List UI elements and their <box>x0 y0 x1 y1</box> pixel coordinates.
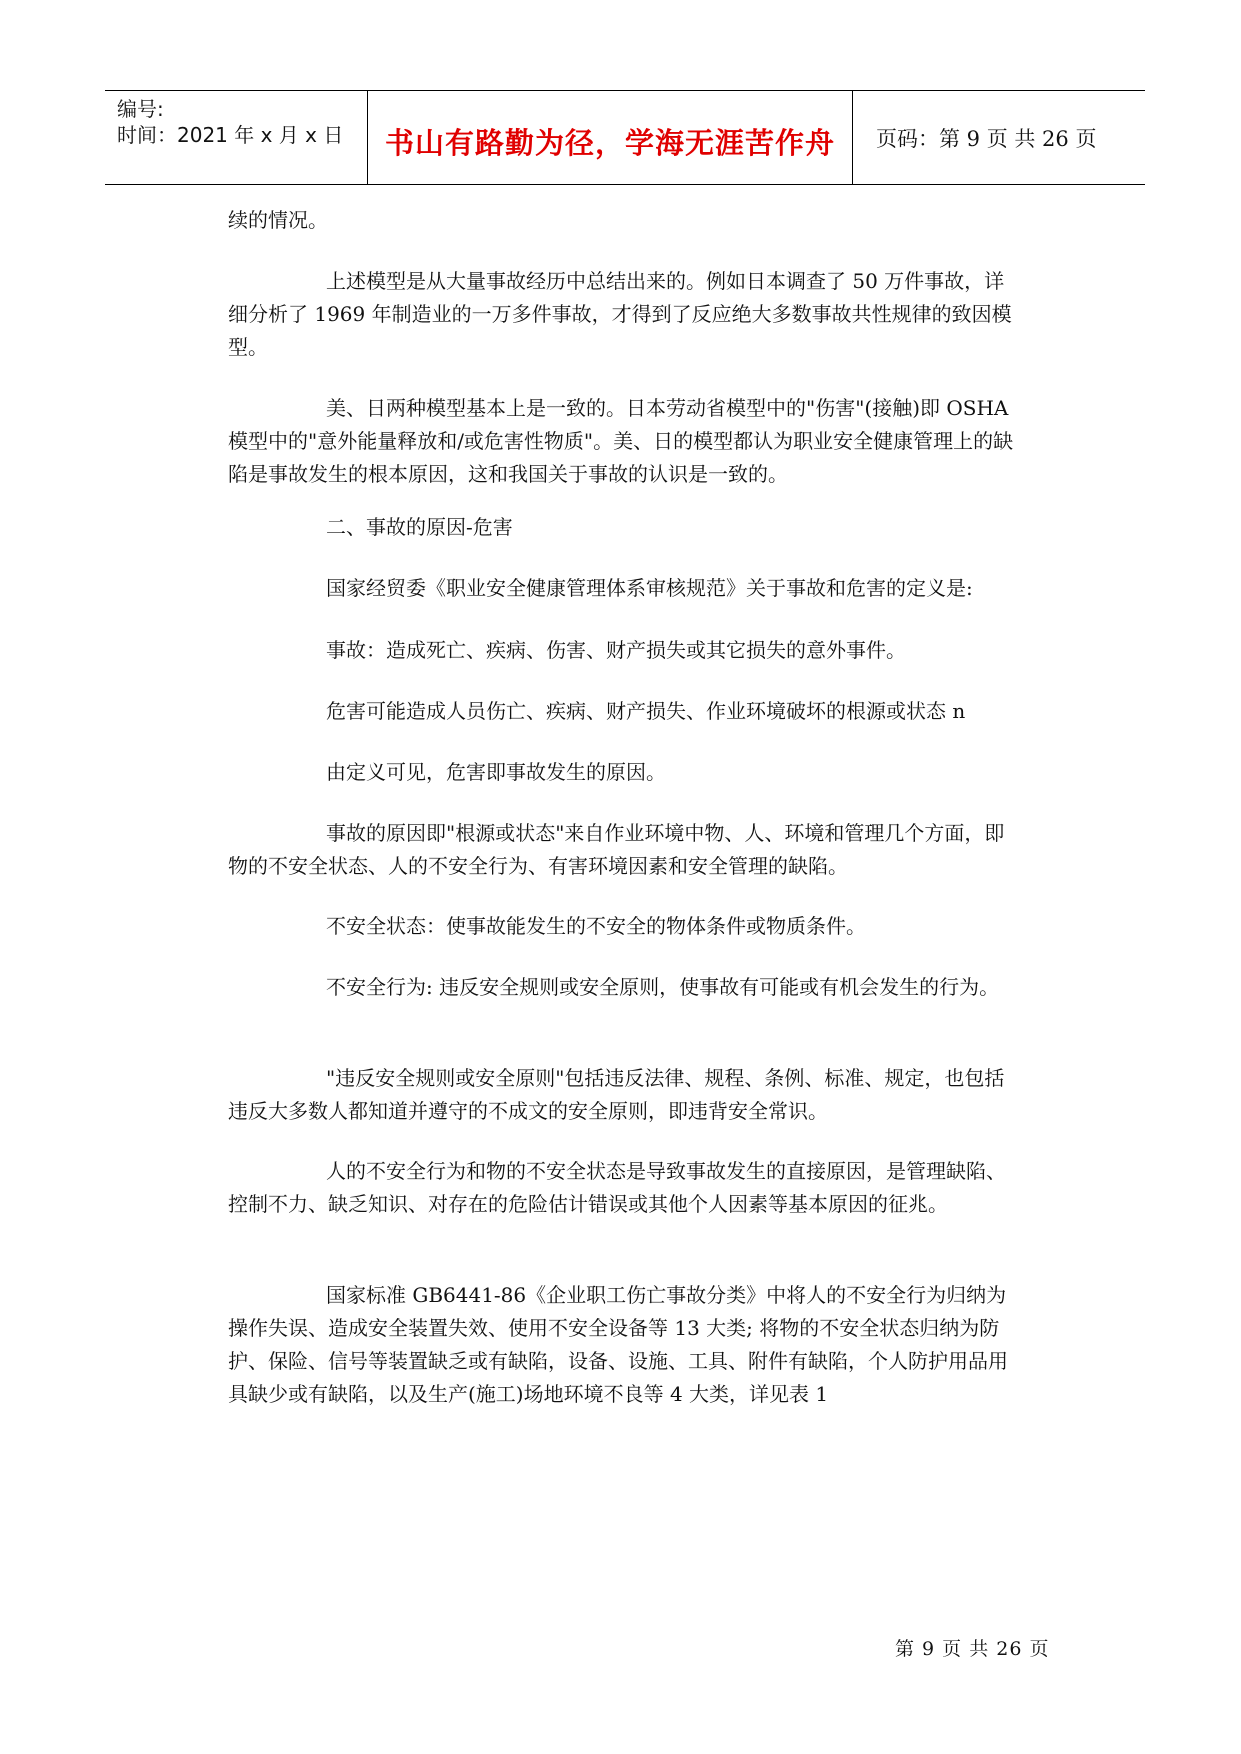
header-info-cell <box>105 91 368 184</box>
paragraph-4: 国家经贸委《职业安全健康管理体系审核规范》关于事故和危害的定义是: <box>326 576 973 600</box>
header-motto-cell <box>368 91 853 184</box>
document-date-label: 时间：2021 年 x 月 x 日 <box>117 123 344 147</box>
page-footer-number: 第 9 页 共 26 页 <box>895 1638 1050 1660</box>
paragraph-9: 不安全状态：使事故能发生的不安全的物体条件或物质条件。 <box>326 914 866 938</box>
document-number-label: 编号: <box>117 97 164 121</box>
header-page-cell <box>854 91 1145 184</box>
paragraph-12: 人的不安全行为和物的不安全状态是导致事故发生的直接原因，是管理缺陷、控制不力、缺乏知识、对存在的危险估计错误或其他个人因素等基本原因的征兆。 <box>228 1159 1006 1216</box>
paragraph-5: 事故：造成死亡、疾病、伤害、财产损失或其它损失的意外事件。 <box>326 638 906 662</box>
header-page-code: 页码：第 9 页 共 26 页 <box>876 127 1097 151</box>
paragraph-7: 由定义可见，危害即事故发生的原因。 <box>326 760 666 784</box>
paragraph-1: 续的情况。 <box>228 208 328 232</box>
paragraph-2: 上述模型是从大量事故经历中总结出来的。例如日本调查了 50 万件事故，详细分析了 1969 年制造业的一万多件事故，才得到了反应绝大多数事故共性规律的致因模型。 <box>228 269 1012 359</box>
paragraph-13: 国家标准 GB6441-86《企业职工伤亡事故分类》中将人的不安全行为归纳为操作失误、造成安全装置失效、使用不安全设备等 13 大类; 将物的不安全状态归纳为防护、保险、信号等装置缺乏或有缺陷，设备、设施、工具、附件有缺陷，个人防护用品用具缺少或有缺陷，以及生产(施工)场地环境不良等 4 大类，详见表 1 <box>228 1283 1008 1406</box>
paragraph-10: 不安全行为: 违反安全规则或安全原则，使事故有可能或有机会发生的行为。 <box>326 975 1000 999</box>
paragraph-8: 事故的原因即"根源或状态"来自作业环境中物、人、环境和管理几个方面，即物的不安全状态、人的不安全行为、有害环境因素和安全管理的缺陷。 <box>228 821 1005 878</box>
document-header <box>105 90 1145 185</box>
paragraph-3: 美、日两种模型基本上是一致的。日本劳动省模型中的"伤害"(接触)即 OSHA 模型中的"意外能量释放和/或危害性物质"。美、日的模型都认为职业安全健康管理上的缺陷是事故发生的根本原因，这和我国关于事故的认识是一致的。 <box>228 396 1014 486</box>
paragraph-6: 危害可能造成人员伤亡、疾病、财产损失、作业环境破坏的根源或状态 n <box>326 699 966 723</box>
header-motto: 书山有路勤为径，学海无涯苦作舟 <box>384 126 835 160</box>
section-heading: 二、事故的原因-危害 <box>326 515 513 539</box>
paragraph-11: "违反安全规则或安全原则"包括违反法律、规程、条例、标准、规定，也包括违反大多数人都知道并遵守的不成文的安全原则，即违背安全常识。 <box>228 1066 1005 1123</box>
